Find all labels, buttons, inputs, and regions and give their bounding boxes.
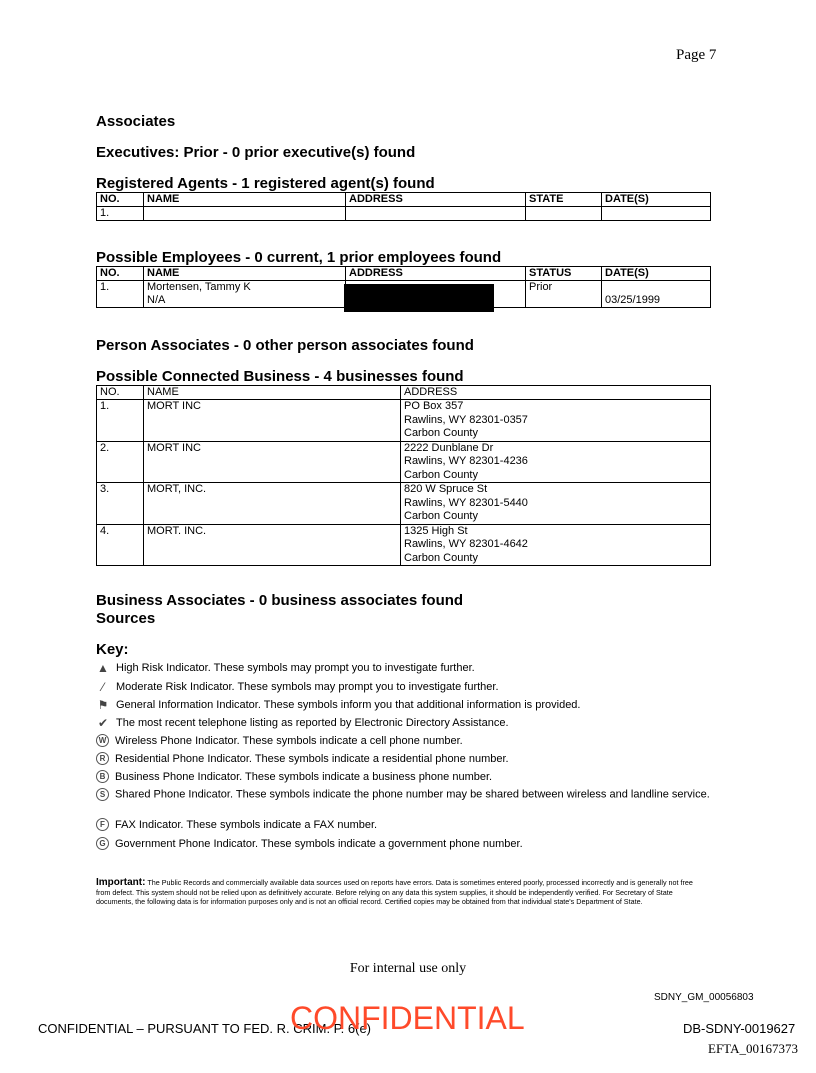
key-item-text: Residential Phone Indicator. These symbols indicate a residential phone number. xyxy=(115,752,509,765)
cell-address xyxy=(401,524,711,566)
cell-address xyxy=(401,400,711,442)
g-circle-icon: G xyxy=(96,837,109,850)
col-name: NAME xyxy=(144,386,401,400)
address-line-1: 1325 High St xyxy=(404,524,468,537)
table-header-row xyxy=(97,193,711,207)
cell-dates xyxy=(602,207,711,221)
table-row xyxy=(97,524,711,566)
db-bates-id: DB-SDNY-0019627 xyxy=(683,1021,796,1036)
col-address: ADDRESS xyxy=(401,386,711,400)
b-circle-icon: B xyxy=(96,770,109,783)
cell-address xyxy=(401,483,711,525)
checkmark-icon: ✔ xyxy=(97,716,109,730)
internal-use-footer: For internal use only xyxy=(349,961,467,976)
cell-no: 2. xyxy=(97,441,144,483)
cell-no: 1. xyxy=(97,207,144,221)
f-circle-icon: F xyxy=(96,818,109,831)
address-line-2: Rawlins, WY 82301-5440 xyxy=(404,496,528,509)
cell-no: 1. xyxy=(97,400,144,442)
associates-heading: Associates xyxy=(96,113,176,130)
warning-triangle-icon: ▲ xyxy=(97,661,109,675)
person-associates-heading: Person Associates - 0 other person associates found xyxy=(96,337,474,354)
important-text: The Public Records and commercially available data sources used on reports have errors. Data is sometimes entered poorly, processed incorrectly and is generally not free from defect. This system should not be relied upon as definitively accurate. Before relying on any data this system supplies, it should be independently verified. For Secretary of State documents, the following data is for information purposes only and is not an official record. Certified copies may be obtained from that individual state's Department of State. xyxy=(96,878,693,906)
address-line-1: PO Box 357 xyxy=(404,400,464,412)
key-item xyxy=(96,734,463,747)
r-circle-icon: R xyxy=(96,752,109,765)
cell-name: MORT. INC. xyxy=(144,524,401,566)
address-line-3: Carbon County xyxy=(404,468,478,481)
sdny-bates-id: SDNY_GM_00056803 xyxy=(654,992,754,1003)
redaction-box xyxy=(344,284,494,312)
col-dates: DATE(S) xyxy=(602,267,711,281)
moderate-risk-icon: ⁄ xyxy=(101,680,104,694)
col-name: NAME xyxy=(144,267,346,281)
table-header-row xyxy=(97,386,711,400)
key-item xyxy=(96,680,499,694)
table-row xyxy=(97,483,711,525)
cell-address xyxy=(401,441,711,483)
address-line-3: Carbon County xyxy=(404,551,478,564)
address-line-1: 820 W Spruce St xyxy=(404,483,488,495)
cell-name: MORT, INC. xyxy=(144,483,401,525)
address-line-2: Rawlins, WY 82301-4236 xyxy=(404,455,528,467)
page-number: Page 7 xyxy=(676,47,717,63)
registered-agents-table xyxy=(96,192,711,221)
confidential-stamp: CONFIDENTIAL xyxy=(290,1000,525,1036)
address-line-2: Rawlins, WY 82301-0357 xyxy=(404,413,528,426)
col-address: ADDRESS xyxy=(346,267,526,281)
important-notice xyxy=(96,878,708,907)
address-line-1: 2222 Dunblane Dr xyxy=(404,441,494,454)
cell-name: MORT INC xyxy=(144,441,401,483)
key-item-text: High Risk Indicator. These symbols may prompt you to investigate further. xyxy=(116,662,475,674)
cell-name: MORT INC xyxy=(144,400,401,442)
key-item-text: Business Phone Indicator. These symbols indicate a business phone number. xyxy=(115,770,493,783)
key-item-text: Moderate Risk Indicator. These symbols may prompt you to investigate further. xyxy=(116,681,499,693)
key-item xyxy=(96,752,509,765)
col-status: STATUS xyxy=(526,267,602,281)
w-circle-icon: W xyxy=(96,734,109,747)
important-label: Important: xyxy=(96,877,146,888)
cell-dates xyxy=(602,281,711,308)
business-associates-heading: Business Associates - 0 business associates found xyxy=(96,592,464,609)
address-line-3: Carbon County xyxy=(404,510,478,522)
key-item xyxy=(96,770,492,783)
key-item xyxy=(96,818,377,831)
col-dates: DATE(S) xyxy=(602,193,711,207)
key-item xyxy=(96,716,509,730)
flag-icon: ⚑ xyxy=(97,698,109,712)
key-item-text: Shared Phone Indicator. These symbols indicate the phone number may be shared between wireless and landline service. xyxy=(115,788,710,801)
key-item xyxy=(96,837,523,850)
table-row xyxy=(97,400,711,442)
sources-heading: Sources xyxy=(96,610,156,627)
key-item-text: FAX Indicator. These symbols indicate a FAX number. xyxy=(115,818,378,831)
executives-heading: Executives: Prior - 0 prior executive(s) found xyxy=(96,144,416,161)
address-line-3: Carbon County xyxy=(404,427,478,439)
col-no: NO. xyxy=(97,267,144,281)
col-state: STATE xyxy=(526,193,602,207)
confidential-notice: CONFIDENTIAL – PURSUANT TO FED. R. CRIM. P. 6(e) xyxy=(38,1021,372,1036)
key-item-text: Government Phone Indicator. These symbols indicate a government phone number. xyxy=(115,837,523,850)
cell-no: 4. xyxy=(97,524,144,566)
key-heading: Key: xyxy=(96,641,129,658)
connected-business-heading: Possible Connected Business - 4 businesses found xyxy=(96,368,464,385)
col-name: NAME xyxy=(144,193,346,207)
table-row xyxy=(97,441,711,483)
col-no: NO. xyxy=(97,386,144,400)
connected-business-table xyxy=(96,385,711,566)
col-no: NO. xyxy=(97,193,144,207)
key-item xyxy=(96,661,475,675)
key-item xyxy=(96,698,580,712)
cell-status: Prior xyxy=(526,281,602,308)
cell-state xyxy=(526,207,602,221)
cell-no: 3. xyxy=(97,483,144,525)
possible-employees-heading: Possible Employees - 0 current, 1 prior employees found xyxy=(96,249,502,266)
table-header-row xyxy=(97,267,711,281)
col-address: ADDRESS xyxy=(346,193,526,207)
key-item-text: Wireless Phone Indicator. These symbols indicate a cell phone number. xyxy=(115,734,463,747)
employee-date: 03/25/1999 xyxy=(605,294,661,306)
efta-id: EFTA_00167373 xyxy=(708,1041,798,1056)
cell-no: 1. xyxy=(97,281,144,308)
cell-address xyxy=(346,207,526,221)
employee-title: N/A xyxy=(147,294,166,306)
registered-agents-heading: Registered Agents - 1 registered agent(s) found xyxy=(96,175,435,192)
key-item-text: General Information Indicator. These symbols inform you that additional information is provided. xyxy=(116,699,581,711)
address-line-2: Rawlins, WY 82301-4642 xyxy=(404,538,528,550)
cell-name xyxy=(144,207,346,221)
s-circle-icon: S xyxy=(96,788,109,801)
cell-name xyxy=(144,281,346,308)
employee-name: Mortensen, Tammy K xyxy=(147,281,251,293)
table-row xyxy=(97,207,711,221)
key-item-text: The most recent telephone listing as reported by Electronic Directory Assistance. xyxy=(116,717,509,729)
key-item xyxy=(96,788,716,801)
